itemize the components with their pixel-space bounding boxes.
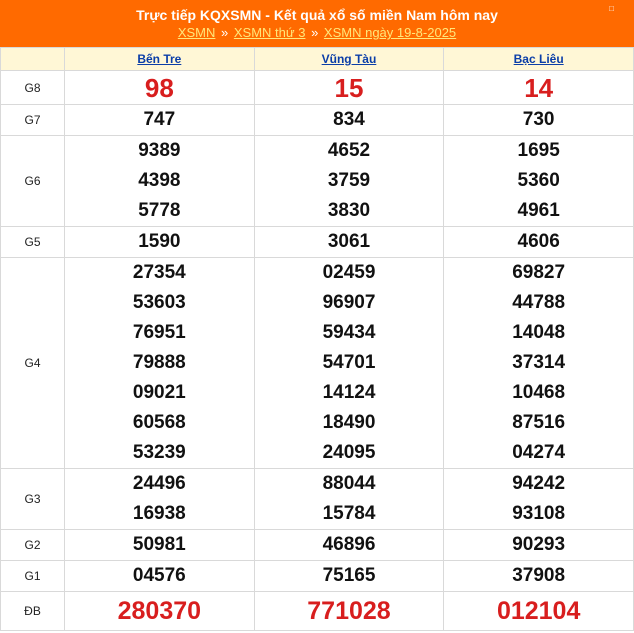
province-link-ben-tre[interactable]: Bến Tre — [137, 52, 182, 66]
prize-value: 24095 — [322, 442, 376, 463]
prize-cell — [254, 258, 444, 469]
prize-value: 87516 — [512, 412, 566, 433]
prize-row-g4 — [1, 258, 634, 469]
prize-label: G7 — [1, 105, 65, 136]
prize-value: 16938 — [132, 503, 186, 524]
prize-value: 76951 — [132, 322, 186, 343]
prize-value: 5778 — [138, 200, 181, 221]
breadcrumb-xsmn[interactable]: XSMN — [177, 25, 216, 40]
prize-value: 14124 — [322, 382, 376, 403]
prize-cell — [444, 258, 634, 469]
prize-cell — [65, 136, 255, 227]
prize-row-g6 — [1, 136, 634, 227]
prize-value: 18490 — [322, 412, 376, 433]
prize-value: 59434 — [322, 322, 376, 343]
prize-label: G6 — [1, 136, 65, 227]
prize-value: 834 — [254, 105, 444, 136]
prize-row-g1 — [1, 561, 634, 592]
prize-value: 4652 — [327, 140, 371, 161]
prize-value: 10468 — [512, 382, 566, 403]
prize-label: ĐB — [1, 592, 65, 631]
prize-value: 4961 — [517, 200, 560, 221]
results-table — [0, 47, 634, 631]
prize-value: 88044 — [322, 473, 376, 494]
prize-value: 3830 — [327, 200, 371, 221]
prize-label: G8 — [1, 71, 65, 105]
prize-value: 93108 — [512, 503, 566, 524]
prize-value: 14048 — [512, 322, 566, 343]
breadcrumb-xsmn-date[interactable]: XSMN ngày 19-8-2025 — [323, 25, 457, 40]
prize-value: 1695 — [517, 140, 560, 161]
header-bar — [0, 0, 634, 47]
prize-value: 79888 — [132, 352, 186, 373]
prize-label: G3 — [1, 469, 65, 530]
breadcrumb-separator: » — [221, 25, 229, 40]
prize-value: 1590 — [65, 227, 255, 258]
prize-row-db — [1, 592, 634, 631]
prize-label: G5 — [1, 227, 65, 258]
prize-value: 69827 — [512, 262, 566, 283]
prize-value: 15 — [254, 71, 444, 105]
prize-value: 9389 — [138, 140, 181, 161]
prize-value: 15784 — [322, 503, 376, 524]
prize-cell — [65, 258, 255, 469]
prize-value: 53239 — [132, 442, 186, 463]
prize-value: 09021 — [132, 382, 186, 403]
breadcrumb-xsmn-thu3[interactable]: XSMN thứ 3 — [233, 25, 306, 40]
prize-cell — [254, 136, 444, 227]
prize-value: 44788 — [512, 292, 566, 313]
prize-value: 771028 — [254, 592, 444, 631]
prize-value: 90293 — [444, 530, 634, 561]
prize-value: 60568 — [132, 412, 186, 433]
prize-value: 94242 — [512, 473, 566, 494]
prize-label: G1 — [1, 561, 65, 592]
prize-value: 280370 — [65, 592, 255, 631]
prize-value: 98 — [65, 71, 255, 105]
breadcrumb — [0, 24, 634, 41]
prize-cell — [65, 469, 255, 530]
prize-value: 37908 — [444, 561, 634, 592]
prize-row-g8 — [1, 71, 634, 105]
prize-value: 14 — [444, 71, 634, 105]
prize-value: 012104 — [444, 592, 634, 631]
prize-value: 54701 — [322, 352, 376, 373]
prize-value: 4398 — [138, 170, 181, 191]
close-icon[interactable]: □ — [609, 4, 614, 13]
prize-value: 3061 — [254, 227, 444, 258]
prize-value: 02459 — [322, 262, 376, 283]
prize-cell — [444, 469, 634, 530]
prize-row-g2 — [1, 530, 634, 561]
prize-label: G4 — [1, 258, 65, 469]
prize-value: 50981 — [65, 530, 255, 561]
province-header-row — [1, 48, 634, 71]
prize-row-g5 — [1, 227, 634, 258]
prize-value: 730 — [444, 105, 634, 136]
prize-value: 46896 — [254, 530, 444, 561]
page-title: Trực tiếp KQXSMN - Kết quả xổ số miền Nam hôm nay — [136, 7, 498, 23]
prize-value: 37314 — [512, 352, 566, 373]
prize-label-header — [1, 48, 65, 71]
province-link-vung-tau[interactable]: Vũng Tàu — [321, 52, 377, 66]
prize-value: 27354 — [132, 262, 186, 283]
prize-row-g7 — [1, 105, 634, 136]
prize-label: G2 — [1, 530, 65, 561]
prize-row-g3 — [1, 469, 634, 530]
prize-value: 96907 — [322, 292, 376, 313]
prize-value: 75165 — [254, 561, 444, 592]
prize-cell — [444, 136, 634, 227]
prize-value: 04576 — [65, 561, 255, 592]
prize-value: 04274 — [512, 442, 566, 463]
prize-cell — [254, 469, 444, 530]
breadcrumb-separator: » — [311, 25, 319, 40]
prize-value: 747 — [65, 105, 255, 136]
prize-value: 53603 — [132, 292, 186, 313]
province-link-bac-lieu[interactable]: Bạc Liêu — [513, 52, 564, 66]
prize-value: 4606 — [444, 227, 634, 258]
prize-value: 5360 — [517, 170, 560, 191]
prize-value: 24496 — [132, 473, 186, 494]
prize-value: 3759 — [327, 170, 371, 191]
